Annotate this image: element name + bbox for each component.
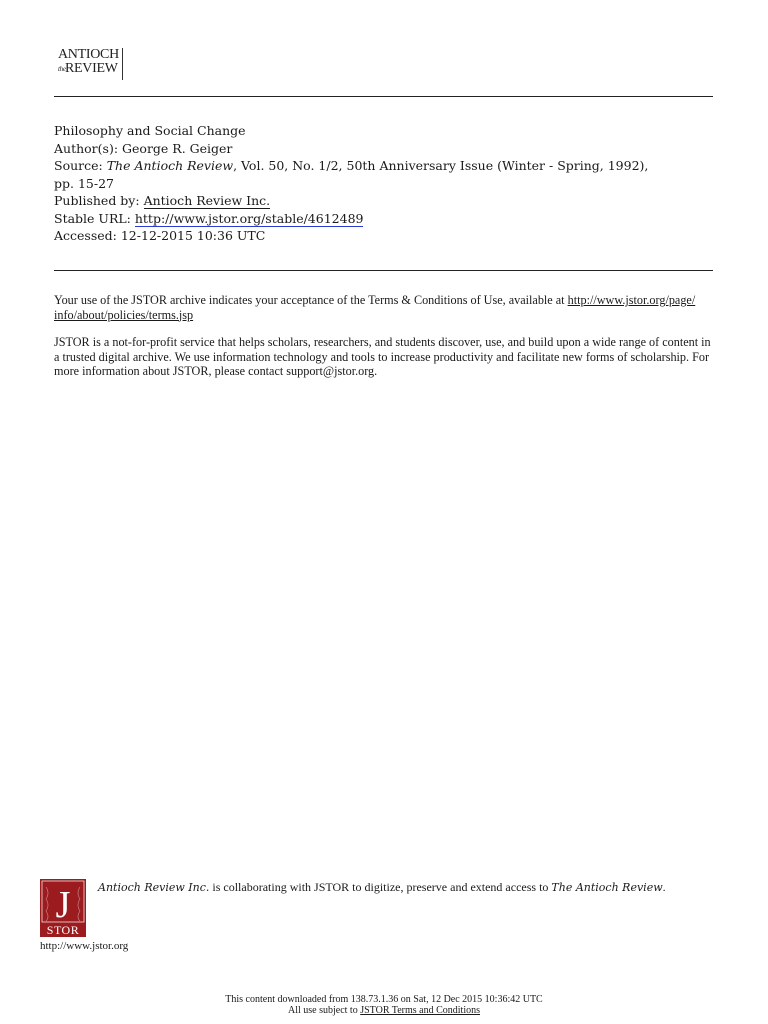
logo-line-1: ANTIOCH (58, 47, 119, 62)
article-metadata (54, 122, 714, 245)
terms-notice: Your use of the JSTOR archive indicates your acceptance of the Terms & Conditions of Use, available at http://www.jstor.org/page/ info/about/policies/terms.jsp (54, 293, 696, 322)
terms-line: All use subject to JSTOR Terms and Conditions (288, 1005, 480, 1016)
top-divider (54, 96, 713, 97)
article-title: Philosophy and Social Change (54, 123, 246, 138)
logo-the: the (58, 64, 66, 73)
jstor-about: JSTOR is a not-for-profit service that helps scholars, researchers, and students discover, use, and build upon a wide range of content in a trusted digital archive. We use information technology and tools to increase productivity and facilitate new forms of scholarship. For more information about JSTOR, please contact support@jstor.org. (54, 335, 711, 378)
source-journal: The Antioch Review (106, 158, 234, 173)
collaboration-statement: Antioch Review Inc. is collaborating with JSTOR to digitize, preserve and extend access to The Antioch Review. (98, 880, 666, 894)
logo-divider (122, 48, 123, 80)
jstor-logo-letter: J (55, 884, 71, 926)
pages-line: pp. 15-27 (54, 175, 114, 191)
middle-divider (54, 270, 713, 271)
collab-publisher: Antioch Review Inc. (98, 881, 210, 894)
publisher-line: Published by: Antioch Review Inc. (54, 193, 271, 208)
download-info: This content downloaded from 138.73.1.36 on Sat, 12 Dec 2015 10:36:42 UTC (225, 994, 543, 1005)
terms-link-part-1[interactable]: http://www.jstor.org/page/ (567, 293, 696, 307)
antioch-review-logo (58, 48, 123, 80)
jstor-logo-word: STOR (46, 923, 80, 937)
accessed-line: Accessed: 12-12-2015 10:36 UTC (54, 228, 266, 243)
jstor-home-link[interactable]: http://www.jstor.org (40, 940, 129, 952)
stable-url-link[interactable]: http://www.jstor.org/stable/4612489 (134, 210, 364, 226)
download-footer (0, 994, 768, 1016)
author-line: Author(s): George R. Geiger (54, 140, 233, 156)
jstor-terms-link[interactable]: JSTOR Terms and Conditions (360, 1005, 480, 1016)
publisher-link[interactable]: Antioch Review Inc. (143, 193, 271, 208)
stable-url-line: Stable URL: http://www.jstor.org/stable/4612489 (54, 210, 364, 226)
collab-journal: The Antioch Review (551, 881, 663, 894)
accessed-date: 12-12-2015 10:36 UTC (120, 228, 266, 243)
source-line: Source: The Antioch Review, Vol. 50, No. 1/2, 50th Anniversary Issue (Winter - Spring, 1992), (54, 158, 649, 173)
author-name: George R. Geiger (122, 140, 233, 156)
logo-line-2: REVIEW (65, 61, 118, 76)
terms-link-part-2[interactable]: info/about/policies/terms.jsp (54, 307, 194, 322)
jstor-logo[interactable] (40, 879, 86, 937)
